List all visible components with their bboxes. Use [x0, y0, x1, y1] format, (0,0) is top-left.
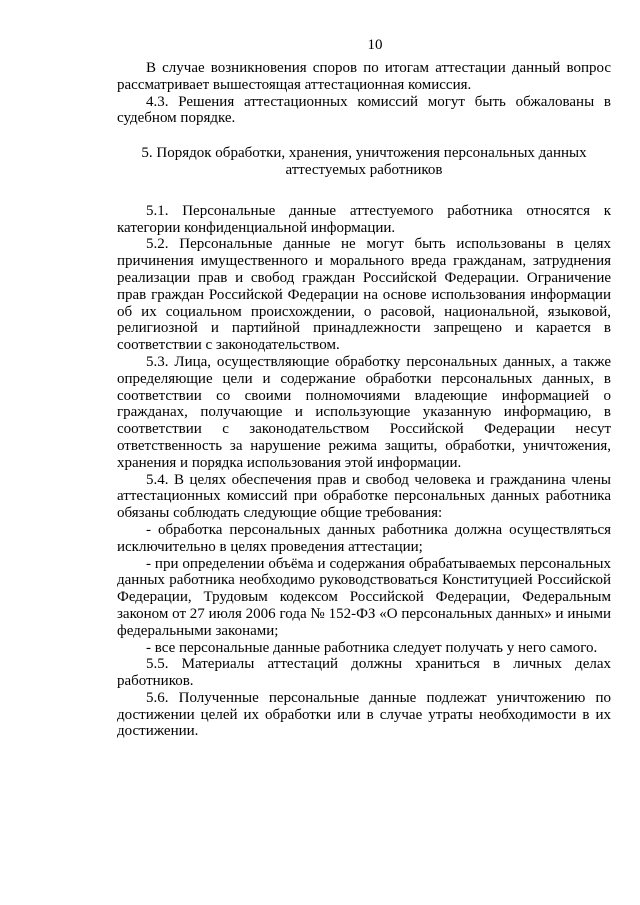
page-number: 10 [367, 37, 383, 53]
paragraph-dispute-review: В случае возникновения споров по итогам аттестации данный вопрос рассматривает вышестоящая аттестационная комиссия. [117, 60, 611, 93]
section-title [117, 145, 611, 179]
paragraph-4-3: 4.3. Решения аттестационных комиссий могут быть обжалованы в судебном порядке. [117, 93, 611, 127]
document-body [117, 60, 611, 740]
list-item-purpose: - обработка персональных данных работника должна осуществляться исключительно в целях проведения аттестации; [117, 521, 611, 555]
spacer [117, 127, 611, 145]
section-title-line-2: аттестуемых работников [285, 161, 443, 178]
paragraph-5-3: 5.3. Лица, осуществляющие обработку персональных данных, а также определяющие цели и содержание обработки персональных данных, в соответствии со своими полномочиями владеющие информацией о гражданах, получающие и использующие указанную информацию, в соответствии с законодательством Российской Федерации несут ответственность за нарушение режима защиты, обработки, уничтожения, хранения и порядка использования этой информации. [117, 353, 611, 471]
spacer [117, 179, 611, 203]
section-title-line-1: 5. Порядок обработки, хранения, уничтожения персональных данных [141, 145, 587, 162]
list-item-legal-basis: - при определении объёма и содержания обрабатываемых персональных данных работника необходимо руководствоваться Конституцией Российской Федерации, Трудовым кодексом Российской Федерации, Федеральным законом от 27 июля 2006 года № 152-ФЗ «О персональных данных» и иными федеральными законами; [117, 555, 611, 639]
paragraph-5-2: 5.2. Персональные данные не могут быть использованы в целях причинения имущественного и морального вреда гражданам, затруднения реализации прав и свобод граждан Российской Федерации. Ограничение прав граждан Российской Федерации на основе использования информации об их социальном происхождении, о расовой, национальной, языковой, религиозной и партийной принадлежности запрещено и карается в соответствии с законодательством. [117, 236, 611, 354]
paragraph-5-4: 5.4. В целях обеспечения прав и свобод человека и гражданина члены аттестационных комиссий при обработке персональных данных работника обязаны соблюдать следующие общие требования: [117, 471, 611, 522]
paragraph-5-5: 5.5. Материалы аттестаций должны храниться в личных делах работников. [117, 656, 611, 690]
paragraph-5-6: 5.6. Полученные персональные данные подлежат уничтожению по достижении целей их обработки или в случае утраты необходимости в их достижении. [117, 689, 611, 740]
paragraph-5-1: 5.1. Персональные данные аттестуемого работника относятся к категории конфиденциальной информации. [117, 202, 611, 236]
list-item-source: - все персональные данные работника следует получать у него самого. [146, 639, 598, 656]
